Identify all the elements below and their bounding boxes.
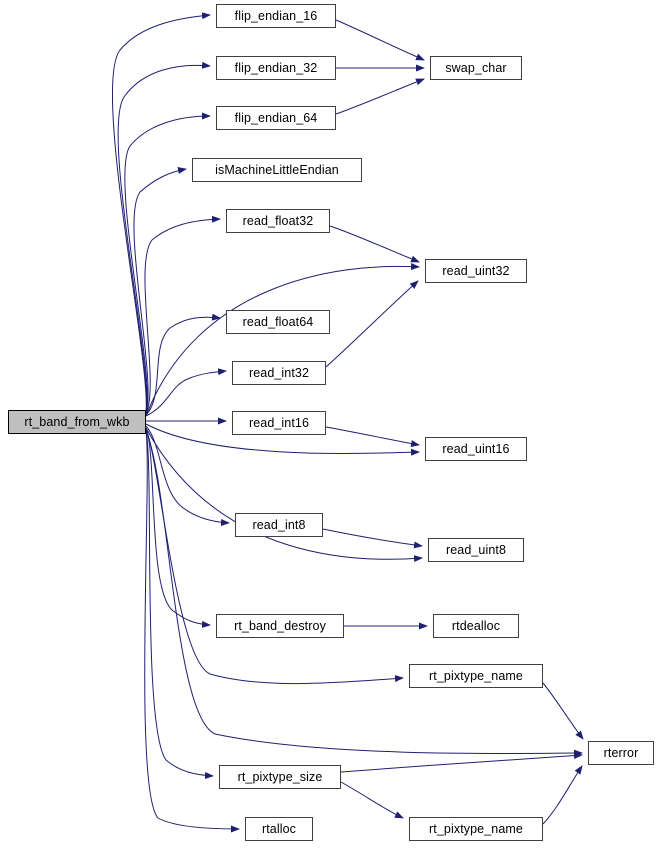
call-edge bbox=[146, 371, 226, 416]
graph-node-read-float64[interactable]: read_float64 bbox=[226, 310, 330, 334]
call-edge bbox=[112, 15, 210, 412]
call-edge bbox=[543, 766, 582, 824]
graph-node-read-uint16[interactable]: read_uint16 bbox=[425, 437, 527, 461]
graph-node-read-int16[interactable]: read_int16 bbox=[232, 411, 326, 435]
graph-node-read-int32[interactable]: read_int32 bbox=[232, 361, 326, 385]
graph-node-flip-endian-64[interactable]: flip_endian_64 bbox=[216, 106, 336, 130]
call-edge bbox=[330, 226, 419, 262]
graph-node-isMachineLittleEndian[interactable]: isMachineLittleEndian bbox=[192, 158, 362, 182]
call-edge bbox=[118, 65, 210, 412]
call-edge bbox=[145, 219, 220, 414]
call-edge bbox=[326, 281, 418, 367]
call-edge bbox=[336, 20, 424, 60]
call-edge bbox=[336, 79, 424, 114]
graph-node-read-int8[interactable]: read_int8 bbox=[235, 513, 323, 537]
call-edge bbox=[323, 529, 422, 546]
call-edge bbox=[341, 782, 403, 818]
graph-node-rt-pixtype-size[interactable]: rt_pixtype_size bbox=[219, 765, 341, 789]
call-edge bbox=[146, 428, 422, 559]
call-edge bbox=[341, 755, 582, 772]
graph-node-rterror[interactable]: rterror bbox=[588, 741, 654, 765]
graph-node-rtalloc[interactable]: rtalloc bbox=[245, 817, 313, 841]
graph-node-read-float32[interactable]: read_float32 bbox=[226, 209, 330, 233]
graph-node-rt-band-from-wkb[interactable]: rt_band_from_wkb bbox=[8, 410, 146, 434]
graph-node-flip-endian-16[interactable]: flip_endian_16 bbox=[216, 4, 336, 28]
graph-node-rt-pixtype-name-1[interactable]: rt_pixtype_name bbox=[409, 664, 543, 688]
call-edge bbox=[146, 266, 419, 416]
graph-node-rt-band-destroy[interactable]: rt_band_destroy bbox=[216, 614, 344, 638]
graph-node-read-uint8[interactable]: read_uint8 bbox=[428, 538, 524, 562]
graph-node-read-uint32[interactable]: read_uint32 bbox=[425, 259, 527, 283]
graph-node-swap-char[interactable]: swap_char bbox=[430, 56, 522, 80]
call-edge bbox=[134, 169, 186, 413]
graph-node-rtdealloc[interactable]: rtdealloc bbox=[433, 614, 519, 638]
call-edge bbox=[146, 317, 220, 415]
call-edge bbox=[326, 427, 419, 445]
call-edge bbox=[146, 430, 582, 754]
call-edge bbox=[543, 683, 583, 739]
call-edge bbox=[146, 430, 213, 776]
call-edge bbox=[146, 429, 403, 684]
graph-node-rt-pixtype-name-2[interactable]: rt_pixtype_name bbox=[409, 817, 543, 841]
graph-node-flip-endian-32[interactable]: flip_endian_32 bbox=[216, 56, 336, 80]
call-edge bbox=[146, 426, 229, 523]
call-edge bbox=[146, 428, 210, 625]
